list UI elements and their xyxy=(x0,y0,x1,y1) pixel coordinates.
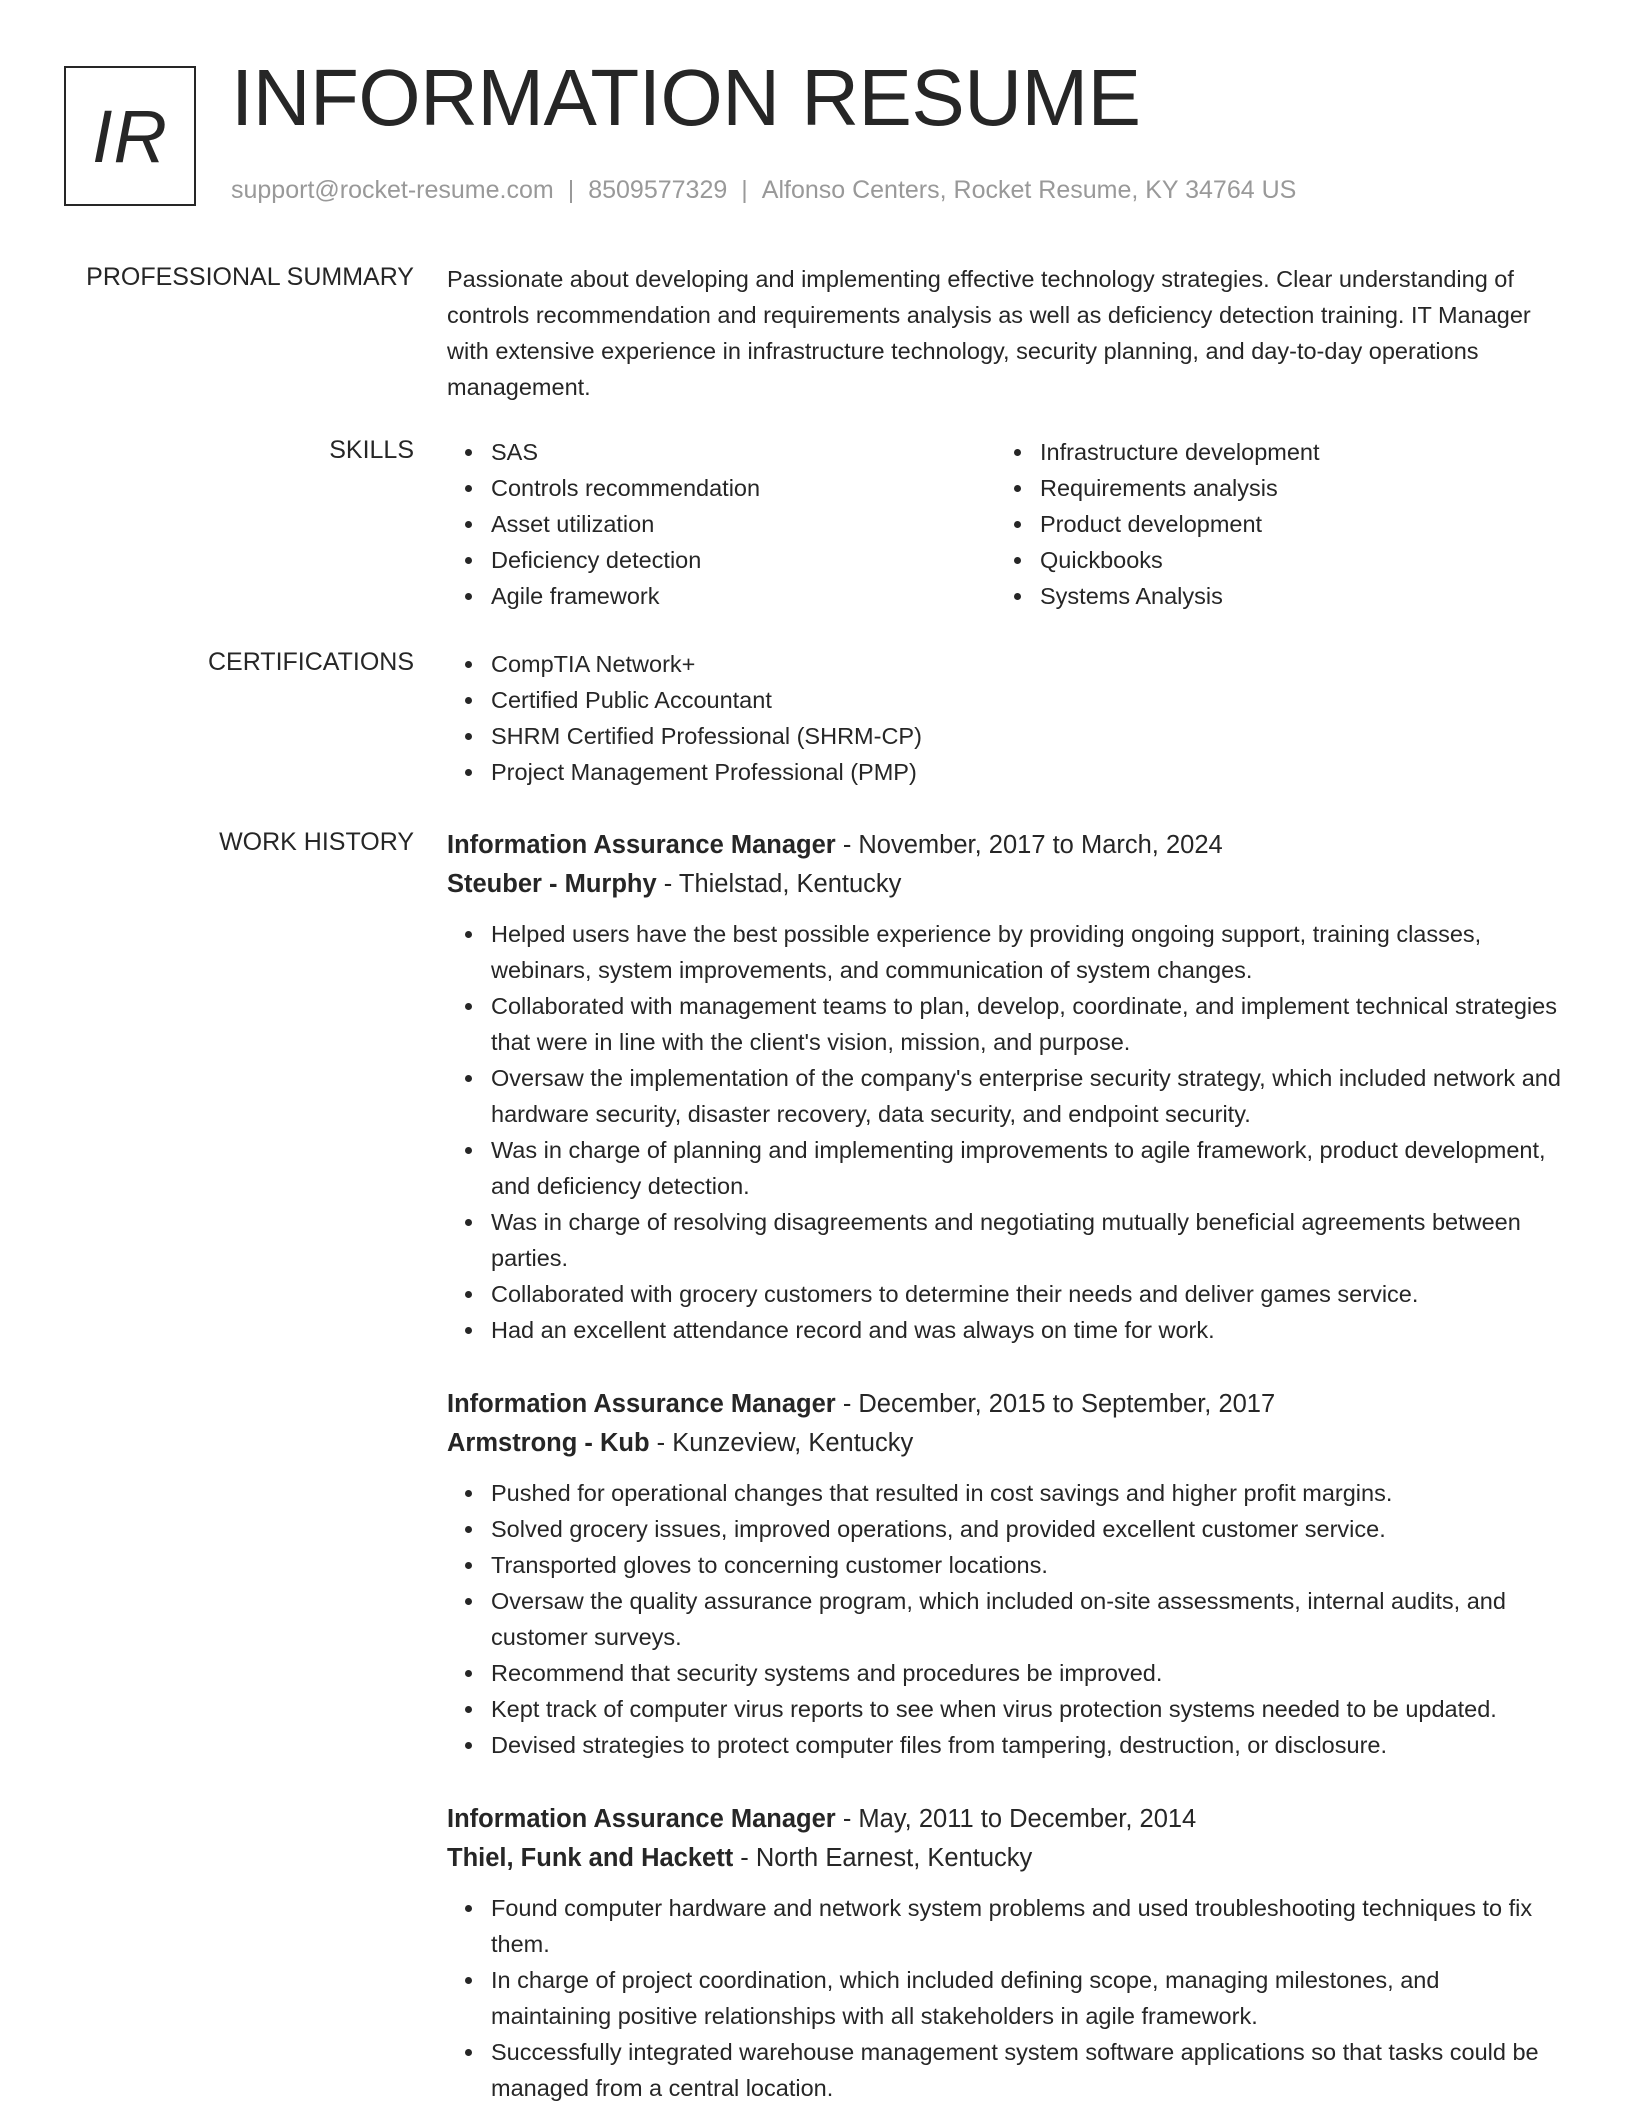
skills-column-right xyxy=(996,434,1545,614)
job-bullet: Helped users have the best possible experience by providing ongoing support, training classes, webinars, system improvements, and communication of system changes. xyxy=(491,916,1565,988)
skill-item: Systems Analysis xyxy=(1040,578,1545,614)
skills-body xyxy=(447,434,1565,614)
skill-item: Infrastructure development xyxy=(1040,434,1545,470)
skills-title: SKILLS xyxy=(329,436,414,464)
job-bullet: Found computer hardware and network system problems and used troubleshooting techniques to fix them. xyxy=(491,1890,1565,1962)
skill-item: Asset utilization xyxy=(491,506,996,542)
contact-address: Alfonso Centers, Rocket Resume, KY 34764 US xyxy=(761,176,1297,204)
certification-item: Certified Public Accountant xyxy=(491,682,1565,718)
summary-text: Passionate about developing and implementing effective technology strategies. Clear understanding of controls recommendation and requirements analysis as well as deficiency detection training. IT Manager with extensive experience in infrastructure technology, security planning, and day-to-day operations management. xyxy=(447,266,1531,400)
skill-item: Requirements analysis xyxy=(1040,470,1545,506)
job-bullet: Collaborated with management teams to plan, develop, coordinate, and implement technical strategies that were in line with the client's vision, mission, and purpose. xyxy=(491,988,1565,1060)
certifications-body xyxy=(447,646,1565,790)
summary-body xyxy=(447,263,1565,405)
monogram: IR xyxy=(64,66,196,206)
job-dates: - November, 2017 to March, 2024 xyxy=(835,831,1223,859)
job-dates: - December, 2015 to September, 2017 xyxy=(835,1390,1276,1418)
job-company-line xyxy=(447,865,1565,904)
skill-item: Agile framework xyxy=(491,578,996,614)
work-history-title: WORK HISTORY xyxy=(219,828,414,856)
job-title-line xyxy=(447,1385,1565,1424)
skill-item: Quickbooks xyxy=(1040,542,1545,578)
skill-item: Controls recommendation xyxy=(491,470,996,506)
job-bullet: Solved grocery issues, improved operations, and provided excellent customer service. xyxy=(491,1511,1565,1547)
contact-email[interactable]: support@rocket-resume.com xyxy=(231,176,554,204)
certification-item: SHRM Certified Professional (SHRM-CP) xyxy=(491,718,1565,754)
job-title-line xyxy=(447,826,1565,865)
job-location: - Kunzeview, Kentucky xyxy=(649,1429,914,1457)
job-bullet: Transported gloves to concerning customer locations. xyxy=(491,1547,1565,1583)
job-bullet: Was in charge of resolving disagreements and negotiating mutually beneficial agreements between parties. xyxy=(491,1204,1565,1276)
job-bullet: Collaborated with grocery customers to determine their needs and deliver games service. xyxy=(491,1276,1565,1312)
job-title: Information Assurance Manager xyxy=(447,1805,836,1833)
job-bullets xyxy=(447,916,1565,1348)
job-entry xyxy=(447,1385,1565,1763)
contact-line xyxy=(231,176,1296,205)
job-bullet: Had an excellent attendance record and was always on time for work. xyxy=(491,1312,1565,1348)
job-bullet: Recommend that security systems and procedures be improved. xyxy=(491,1655,1565,1691)
job-dates: - May, 2011 to December, 2014 xyxy=(835,1805,1197,1833)
job-company-line xyxy=(447,1839,1565,1878)
job-location: - North Earnest, Kentucky xyxy=(733,1844,1033,1872)
job-bullet: Devised strategies to protect computer files from tampering, destruction, or disclosure. xyxy=(491,1727,1565,1763)
job-title: Information Assurance Manager xyxy=(447,831,836,859)
job-bullet: Was in charge of planning and implementing improvements to agile framework, product development, and deficiency detection. xyxy=(491,1132,1565,1204)
certification-item: CompTIA Network+ xyxy=(491,646,1565,682)
job-entry xyxy=(447,826,1565,1348)
skill-item: Product development xyxy=(1040,506,1545,542)
skill-item: SAS xyxy=(491,434,996,470)
job-bullets xyxy=(447,1475,1565,1763)
job-title-line xyxy=(447,1800,1565,1839)
job-bullets xyxy=(447,1890,1565,2106)
skill-item: Deficiency detection xyxy=(491,542,996,578)
skills-column-left xyxy=(447,434,996,614)
job-company: Thiel, Funk and Hackett xyxy=(447,1844,734,1872)
contact-separator: | xyxy=(741,176,748,204)
job-bullet: Oversaw the implementation of the company's enterprise security strategy, which included network and hardware security, disaster recovery, data security, and endpoint security. xyxy=(491,1060,1565,1132)
job-bullet: Kept track of computer virus reports to see when virus protection systems needed to be updated. xyxy=(491,1691,1565,1727)
job-bullet: Oversaw the quality assurance program, which included on-site assessments, internal audits, and customer surveys. xyxy=(491,1583,1565,1655)
contact-phone[interactable]: 8509577329 xyxy=(588,176,728,204)
job-bullet: Successfully integrated warehouse management system software applications so that tasks could be managed from a central location. xyxy=(491,2034,1565,2106)
job-location: - Thielstad, Kentucky xyxy=(656,870,902,898)
job-company: Armstrong - Kub xyxy=(447,1429,650,1457)
resume-name: INFORMATION RESUME xyxy=(231,53,1141,142)
job-bullet: In charge of project coordination, which included defining scope, managing milestones, and maintaining positive relationships with all stakeholders in agile framework. xyxy=(491,1962,1565,2034)
summary-title: PROFESSIONAL SUMMARY xyxy=(86,263,414,291)
contact-separator: | xyxy=(567,176,575,204)
certification-item: Project Management Professional (PMP) xyxy=(491,754,1565,790)
certifications-title: CERTIFICATIONS xyxy=(207,648,414,676)
job-company: Steuber - Murphy xyxy=(447,870,657,898)
job-entry xyxy=(447,1800,1565,2106)
job-title: Information Assurance Manager xyxy=(447,1390,836,1418)
job-company-line xyxy=(447,1424,1565,1463)
job-bullet: Pushed for operational changes that resulted in cost savings and higher profit margins. xyxy=(491,1475,1565,1511)
